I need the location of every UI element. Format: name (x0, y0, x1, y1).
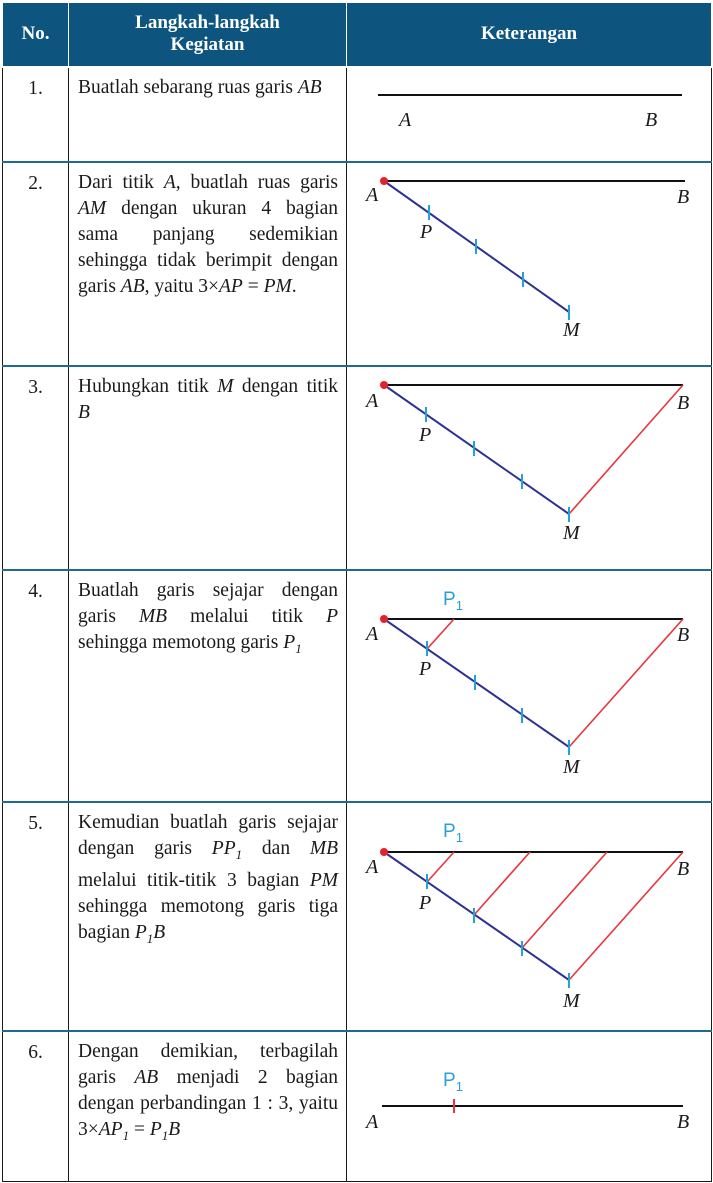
figure-step-3 (347, 367, 712, 569)
row-number: 5. (3, 802, 69, 1031)
row-number: 6. (3, 1031, 69, 1182)
row-number: 2. (3, 162, 69, 366)
row-illustration (347, 162, 712, 366)
label-a: A (366, 855, 379, 878)
point-a-dot (380, 177, 388, 185)
label-b: B (645, 108, 658, 131)
row-number: 3. (3, 366, 69, 570)
table-row (3, 162, 712, 366)
table-row (3, 802, 712, 1031)
segment-am (384, 852, 569, 980)
table-row (3, 366, 712, 570)
point-a-dot (380, 615, 388, 623)
label-b: B (677, 857, 690, 880)
figure-step-1 (347, 68, 712, 161)
row-step-text: Buatlah garis sejajar dengan garis MB melalui titik P sehingga memotong garis $P_1$ (69, 570, 347, 802)
row-number: 4. (3, 570, 69, 802)
row-illustration (347, 366, 712, 570)
label-a: A (366, 622, 379, 645)
row-step-text: Kemudian buatlah garis sejajar dengan garis $PP_1$ dan MB melalui titik-titik 3 bagian PM sehingga memotong garis tiga bagian $P_1B$ (69, 802, 347, 1031)
figure-step-4 (347, 571, 712, 801)
segment-mb (569, 385, 683, 514)
row-step-text: Buatlah sebarang ruas garis AB (69, 67, 347, 162)
segment-pp1 (427, 619, 454, 649)
label-b: B (677, 185, 690, 208)
segment-am (384, 385, 569, 514)
label-b: B (677, 623, 690, 646)
table-row (3, 1031, 712, 1182)
row-step-text: Hubungkan titik M dengan titik B (69, 366, 347, 570)
row-illustration (347, 1031, 712, 1182)
row-illustration (347, 802, 712, 1031)
label-m: M (563, 318, 580, 341)
header-steps: Langkah-langkah Kegiatan (69, 3, 347, 67)
table-row (3, 570, 712, 802)
label-p1: $P_1$ (443, 588, 463, 613)
header-notes: Keterangan (347, 3, 712, 67)
segment-am (384, 619, 569, 747)
row-step-text: Dengan demikian, terbagilah garis AB menjadi 2 bagian dengan perbandingan 1 : 3, yaitu $3\times AP_1 = P_1B$ (69, 1031, 347, 1182)
label-p: P (419, 657, 432, 680)
header-no: No. (3, 3, 69, 67)
label-b: B (677, 1110, 690, 1133)
header-row (3, 3, 712, 67)
label-m: M (563, 755, 580, 778)
figure-step-6 (347, 1032, 712, 1181)
label-p: P (419, 891, 432, 914)
label-p: P (420, 220, 433, 243)
steps-table (2, 2, 712, 1182)
label-p1: $P_1$ (443, 820, 463, 845)
row-illustration (347, 67, 712, 162)
label-m: M (563, 521, 580, 544)
row-number: 1. (3, 67, 69, 162)
label-b: B (677, 391, 690, 414)
row-illustration (347, 570, 712, 802)
parallel-lines (427, 852, 683, 980)
point-a-dot (380, 381, 388, 389)
segment-mb (569, 619, 683, 747)
figure-step-5 (347, 803, 712, 1030)
label-a: A (366, 1110, 379, 1133)
table-row (3, 67, 712, 162)
label-p: P (419, 423, 432, 446)
label-a: A (366, 389, 379, 412)
row-step-text: Dari titik A, buatlah ruas garis AM dengan ukuran 4 bagian sama panjang sedemikian sehingga tidak berimpit dengan garis AB, yaitu 3×AP = PM. (69, 162, 347, 366)
figure-step-2 (347, 163, 712, 365)
label-m: M (563, 989, 580, 1012)
point-a-dot (380, 848, 388, 856)
label-a: A (399, 108, 412, 131)
label-p1: $P_1$ (443, 1069, 463, 1094)
label-a: A (366, 183, 379, 206)
